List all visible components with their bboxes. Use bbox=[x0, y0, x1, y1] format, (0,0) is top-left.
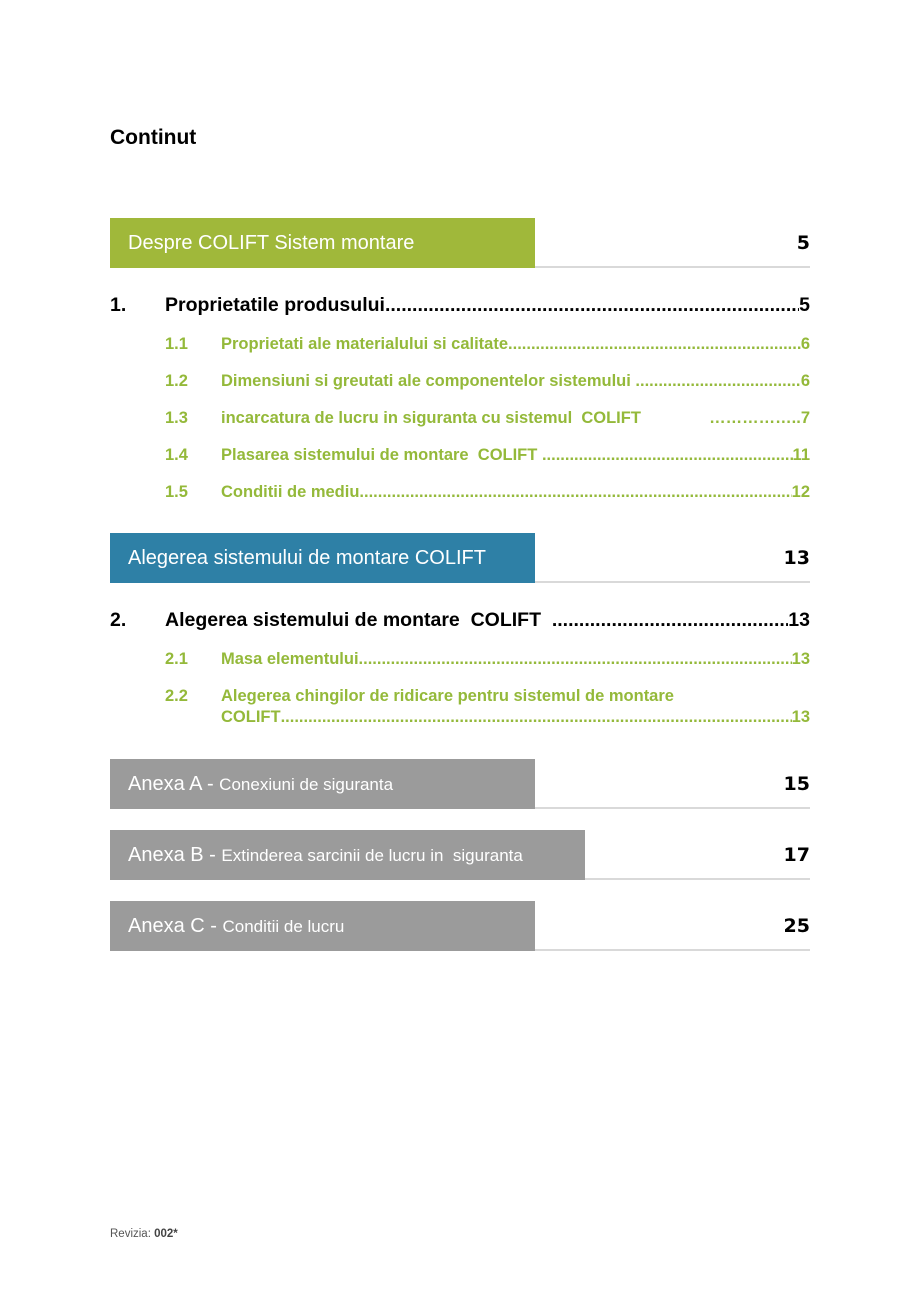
toc-entry-number: 2.1 bbox=[165, 650, 188, 668]
annex-band-page: 17 bbox=[783, 844, 810, 866]
annex-title: Conditii de lucru bbox=[222, 917, 345, 936]
annex-title: Extinderea sarcinii de lucru in siguranta bbox=[221, 846, 523, 865]
toc-entry-title: Dimensiuni si greutati ale componentelor sistemului bbox=[221, 372, 636, 390]
toc-dot-leader bbox=[359, 650, 792, 669]
toc-entry-title: Proprietati ale materialului si calitate bbox=[221, 335, 509, 353]
annex-band-a[interactable] bbox=[110, 759, 810, 809]
section-band-page: 5 bbox=[796, 232, 810, 254]
toc-entry-title: Masa elementului bbox=[221, 650, 359, 668]
toc-entry-number: 1. bbox=[110, 294, 127, 316]
toc-entry-page: 13 bbox=[791, 650, 810, 668]
toc-entry-page: 6 bbox=[800, 335, 810, 353]
toc-entry-title: Plasarea sistemului de montare COLIFT bbox=[221, 446, 542, 464]
toc-entry-title: Conditii de mediu bbox=[221, 483, 360, 501]
toc-entry-page: 6 bbox=[800, 372, 810, 390]
section-band-label: Despre COLIFT Sistem montare bbox=[110, 218, 535, 268]
toc-entry-title: Alegerea sistemului de montare COLIFT bbox=[165, 609, 552, 631]
toc-entry-number: 1.5 bbox=[165, 483, 188, 501]
annex-prefix: Anexa B - bbox=[128, 844, 222, 866]
revision-footer bbox=[110, 1228, 178, 1240]
section-band-page: 13 bbox=[783, 547, 810, 569]
toc-entry-page: 13 bbox=[791, 708, 810, 726]
section-band-rule bbox=[535, 581, 810, 583]
toc-entry-title: Proprietatile produsului bbox=[165, 294, 385, 316]
annex-title: Conexiuni de siguranta bbox=[219, 775, 394, 794]
toc-entry-page: 11 bbox=[792, 446, 810, 464]
revision-value: 002* bbox=[154, 1228, 178, 1240]
toc-dot-leader bbox=[552, 609, 788, 632]
toc-entry-number: 1.1 bbox=[165, 335, 188, 353]
toc-entry-page: 5 bbox=[799, 294, 810, 316]
page-title: Continut bbox=[110, 126, 197, 149]
annex-band-rule bbox=[585, 878, 810, 880]
toc-ellipsis-leader: …………….. bbox=[709, 409, 801, 427]
toc-entry-page: 7 bbox=[800, 409, 810, 427]
annex-band-label bbox=[110, 830, 585, 880]
section-band-despre-colift[interactable] bbox=[110, 218, 810, 268]
toc-dot-leader bbox=[385, 294, 799, 317]
toc-entry-number: 2.2 bbox=[165, 687, 188, 705]
annex-band-label bbox=[110, 901, 535, 951]
toc-entry-title: incarcatura de lucru in siguranta cu sistemul COLIFT bbox=[221, 409, 646, 427]
annex-band-b[interactable] bbox=[110, 830, 810, 880]
toc-entry-number: 1.2 bbox=[165, 372, 188, 390]
annex-band-rule bbox=[535, 949, 810, 951]
annex-band-page: 25 bbox=[783, 915, 810, 937]
toc-dot-leader bbox=[359, 483, 791, 502]
toc-entry-number: 1.4 bbox=[165, 446, 188, 464]
annex-band-rule bbox=[535, 807, 810, 809]
toc-dot-leader bbox=[635, 372, 800, 391]
annex-band-label bbox=[110, 759, 535, 809]
toc-dot-leader bbox=[281, 708, 792, 727]
toc-dot-leader bbox=[542, 446, 793, 465]
toc-entry-number: 2. bbox=[110, 609, 127, 631]
annex-prefix: Anexa C - bbox=[128, 915, 223, 937]
annex-band-page: 15 bbox=[783, 773, 810, 795]
section-band-label: Alegerea sistemului de montare COLIFT bbox=[110, 533, 535, 583]
toc-dot-leader bbox=[508, 335, 801, 354]
revision-label: Revizia: bbox=[110, 1228, 155, 1240]
annex-band-c[interactable] bbox=[110, 901, 810, 951]
toc-entry-page: 12 bbox=[791, 483, 810, 501]
toc-entry-title-line2: COLIFT bbox=[221, 708, 281, 726]
annex-prefix: Anexa A - bbox=[128, 773, 220, 795]
toc-entry-page: 13 bbox=[788, 609, 810, 631]
section-band-rule bbox=[535, 266, 810, 268]
toc-entry-number: 1.3 bbox=[165, 409, 188, 427]
toc-entry-title-line1: Alegerea chingilor de ridicare pentru sistemul de montare bbox=[221, 687, 674, 705]
section-band-alegerea-sistemului[interactable] bbox=[110, 533, 810, 583]
